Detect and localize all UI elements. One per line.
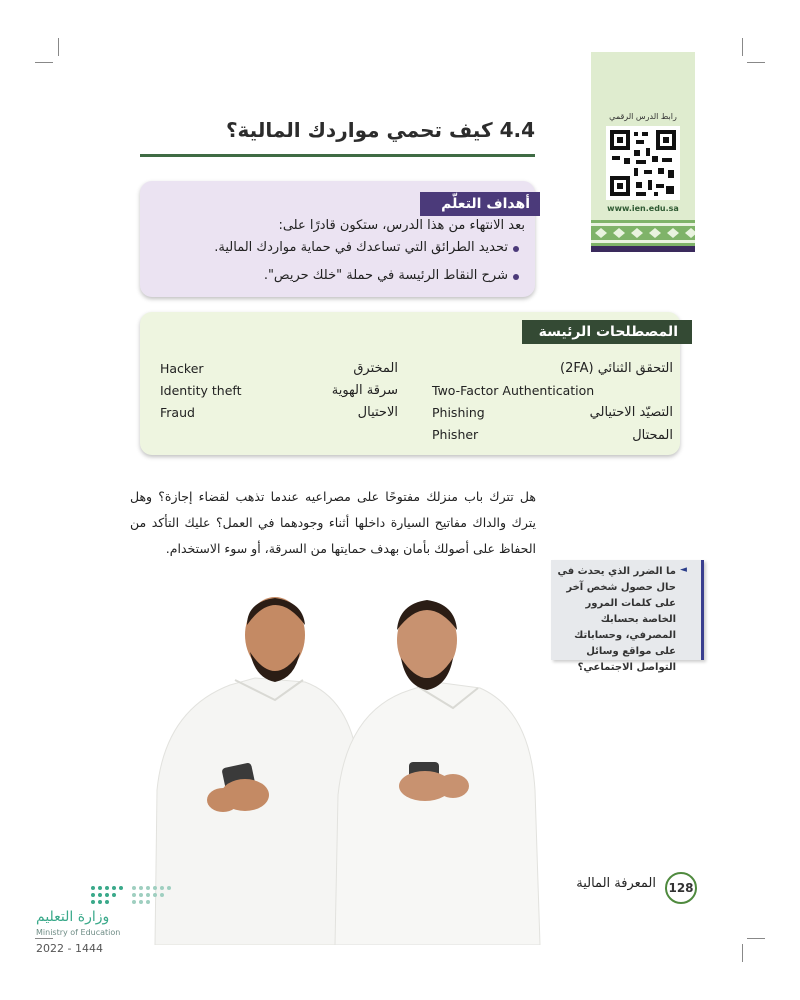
ministry-logo-dots-icon bbox=[90, 884, 175, 912]
qr-card bbox=[591, 52, 695, 252]
ministry-name-english: Ministry of Education bbox=[36, 928, 121, 937]
crop-mark bbox=[742, 38, 743, 56]
card-footer-strip bbox=[591, 246, 695, 252]
qr-code[interactable] bbox=[606, 126, 680, 200]
term-english: Hacker bbox=[160, 361, 204, 376]
bullet-dot bbox=[513, 274, 519, 280]
term-arabic: التحقق الثنائي (2FA) bbox=[559, 361, 673, 376]
ministry-name-arabic: وزارة التعليم bbox=[36, 909, 110, 925]
objective-item: تحديد الطرائق التي تساعدك في حماية مواردك المالية. bbox=[214, 240, 508, 255]
term-arabic: المخترق bbox=[353, 361, 398, 376]
key-terms-heading: المصطلحات الرئيسة bbox=[522, 320, 692, 344]
body-paragraph: هل تترك باب منزلك مفتوحًا على مصراعيه عندما تذهب لقضاء إجازة؟ وهل يترك والداك مفاتيح السيارة داخلها أثناء وجودهما في العمل؟ عليك التأكد من الحفاظ على أصولك بأمان بهدف حمايتها من السرقة، أو سوء الاستخدام. bbox=[130, 489, 536, 556]
crop-mark bbox=[747, 62, 765, 63]
term-english: Phisher bbox=[432, 427, 479, 442]
edition-year: 2022 - 1444 bbox=[36, 942, 103, 955]
term-english: Phishing bbox=[432, 405, 485, 420]
qr-url[interactable]: www.ien.edu.sa bbox=[607, 204, 679, 213]
term-arabic: سرقة الهوية bbox=[331, 383, 398, 398]
term-english: Fraud bbox=[160, 405, 195, 420]
page-number: 128 bbox=[665, 872, 697, 904]
term-arabic: التصيّد الاحتيالي bbox=[589, 405, 673, 420]
term-arabic: الاحتيال bbox=[357, 405, 398, 420]
crop-mark bbox=[35, 62, 53, 63]
crop-mark bbox=[58, 38, 59, 56]
qr-label: رابط الدرس الرقمي bbox=[609, 112, 677, 121]
question-text: ما الضرر الذي يحدث في حال حصول شخص آخر على كلمات المرور الخاصة بحسابك المصرفي، وحساباتك على مواقع وسائل التواصل الاجتماعي؟ bbox=[557, 566, 676, 673]
term-english: Identity theft bbox=[160, 383, 242, 398]
crop-mark bbox=[742, 944, 743, 962]
objectives-heading: أهداف التعلّم bbox=[420, 192, 540, 216]
objective-item: شرح النقاط الرئيسة في حملة "خلك حريص". bbox=[263, 268, 508, 283]
bullet-dot bbox=[513, 246, 519, 252]
photo-two-men-with-phones bbox=[135, 590, 550, 945]
term-english: Two-Factor Authentication bbox=[432, 383, 595, 398]
objectives-intro: بعد الانتهاء من هذا الدرس، ستكون قادرًا على: bbox=[278, 218, 525, 233]
crop-mark bbox=[747, 938, 765, 939]
decorative-band bbox=[591, 220, 695, 246]
triangle-pointer-icon: ◄ bbox=[680, 565, 687, 575]
crop-mark bbox=[35, 938, 53, 939]
term-arabic: المحتال bbox=[632, 428, 673, 443]
book-name: المعرفة المالية bbox=[576, 876, 656, 891]
lesson-title: 4.4 كيف تحمي مواردك المالية؟ bbox=[225, 118, 535, 142]
title-underline bbox=[140, 154, 535, 157]
